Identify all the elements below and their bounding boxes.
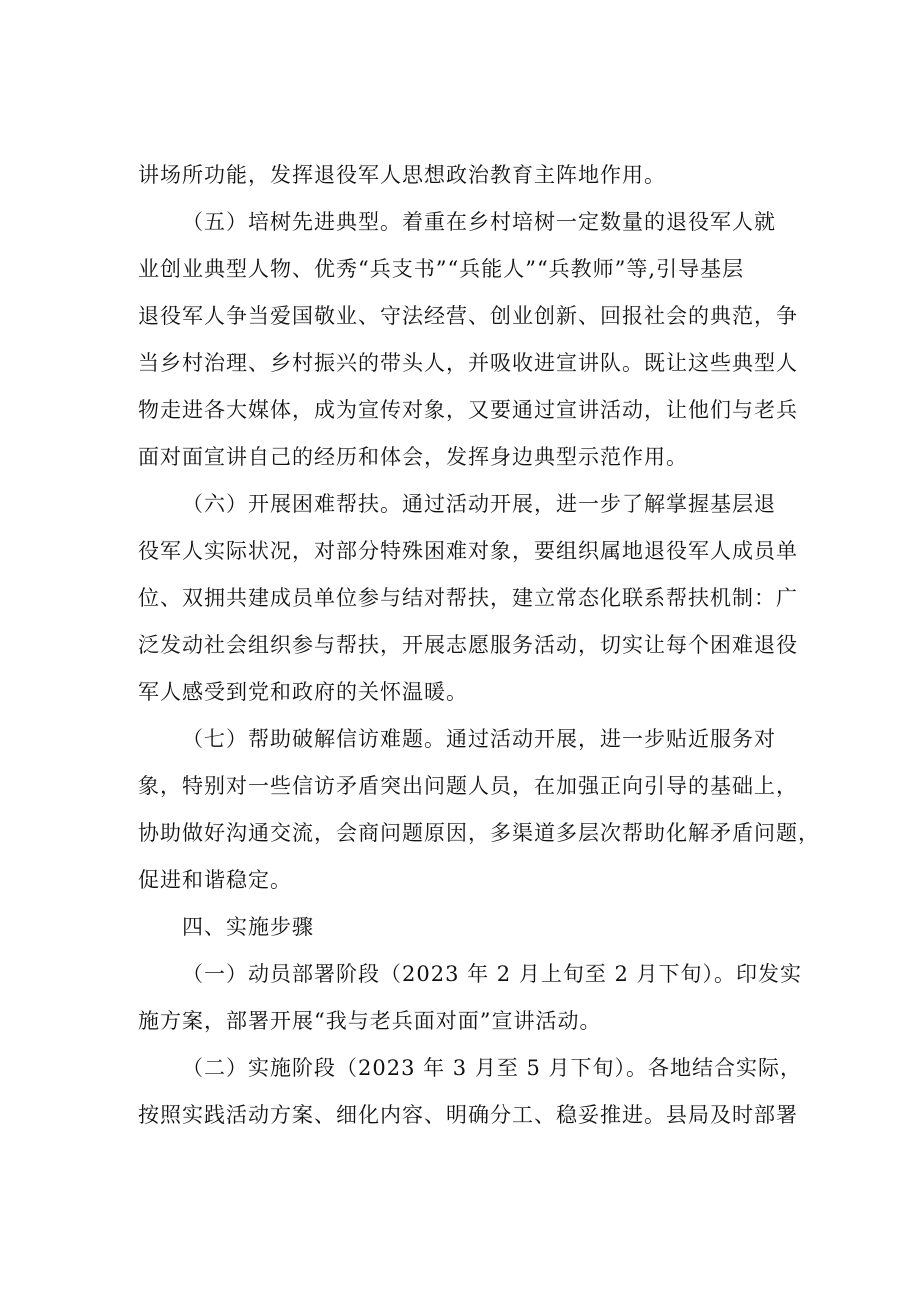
text-line: 泛发动社会组织参与帮扶，开展志愿服务活动，切实让每个困难退役 [138,633,798,657]
text-line: （七）帮助破解信访难题。通过活动开展，进一步贴近服务对 [182,727,776,751]
paragraph-step-2 [138,1045,803,1139]
text-line: （六）开展困难帮扶。通过活动开展，进一步了解掌握基层退 [182,492,776,516]
paragraph-step-1 [138,951,803,1045]
text-line: 位、双拥共建成员单位参与结对帮扶，建立常态化联系帮扶机制：广 [138,586,798,610]
text-line: 象，特别对一些信访矛盾突出问题人员，在加强正向引导的基础上， [138,774,798,798]
text-line: 施方案，部署开展“我与老兵面对面”宣讲活动。 [138,1009,602,1033]
paragraph-section-5 [138,199,798,481]
text-line: 业创业典型人物、优秀“兵支书”“兵能人”“兵教师”等,引导基层 [138,257,745,281]
text-line: 退役军人争当爱国敬业、守法经营、创业创新、回报社会的典范，争 [138,304,798,328]
paragraph-section-7 [138,716,820,904]
text-line: （一）动员部署阶段（2023 年 2 月上旬至 2 月下旬）。印发实 [182,962,803,986]
text-line: 役军人实际状况，对部分特殊困难对象，要组织属地退役军人成员单 [138,539,798,563]
text-line: 当乡村治理、乡村振兴的带头人，并吸收进宣讲队。既让这些典型人 [138,351,798,375]
text-line: （二）实施阶段（2023 年 3 月至 5 月下旬）。各地结合实际， [182,1056,803,1080]
paragraph-section-6 [138,481,798,716]
text-line: 协助做好沟通交流，会商问题原因，多渠道多层次帮助化解矛盾问题， [138,821,820,845]
text-line: 讲场所功能，发挥退役军人思想政治教育主阵地作用。 [138,163,666,187]
document-body [138,152,820,1139]
text-line: 促进和谐稳定。 [138,868,292,892]
text-line: 按照实践活动方案、细化内容、明确分工、稳妥推进。县局及时部署 [138,1103,798,1127]
text-line: （五）培树先进典型。着重在乡村培树一定数量的退役军人就 [182,210,776,234]
section-heading: 四、实施步骤 [182,915,314,939]
paragraph-continuation [138,152,788,199]
text-line: 军人感受到党和政府的关怀温暖。 [138,680,468,704]
section-heading-4 [138,904,788,951]
text-line: 面对面宣讲自己的经历和体会，发挥身边典型示范作用。 [138,445,688,469]
text-line: 物走进各大媒体，成为宣传对象，又要通过宣讲活动，让他们与老兵 [138,398,798,422]
